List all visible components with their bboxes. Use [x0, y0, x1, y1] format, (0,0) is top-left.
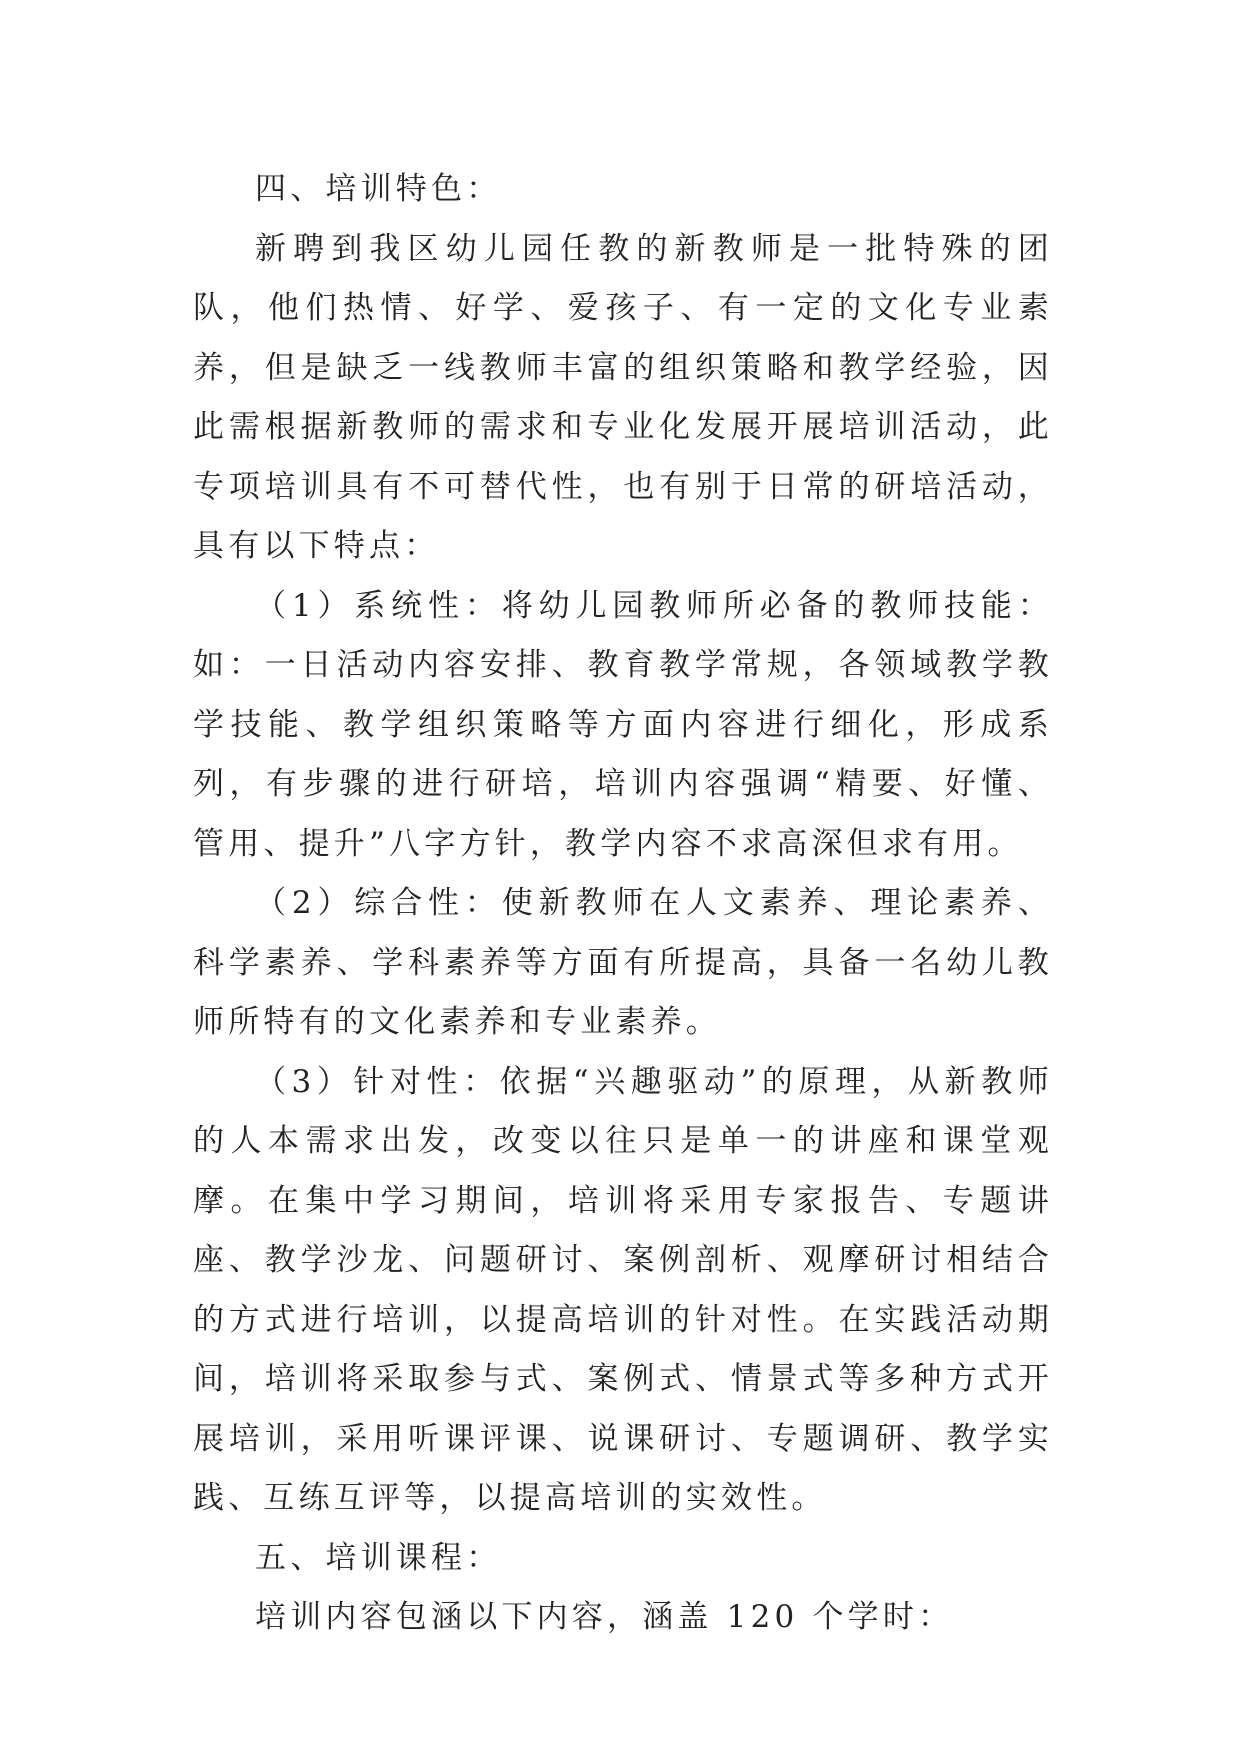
section-5-heading: 五、培训课程：: [255, 1539, 502, 1576]
point-3-paragraph: （3）针对性：依据“兴趣驱动”的原理，从新教师的人本需求出发，改变以往只是单一的讲座和课堂观摩。在集中学习期间，培训将采用专家报告、专题讲座、教学沙龙、问题研讨、案例剖析、观摩研讨相结合的方式进行培训，以提高培训的针对性。在实践活动期间，培训将采取参与式、案例式、情景式等多种方式开展培训，采用听课评课、说课研讨、专题调研、教学实践、互练互评等，以提高培训的实效性。: [193, 1063, 1053, 1516]
section-5-intro-paragraph: 培训内容包涵以下内容，涵盖 120 个学时：: [255, 1599, 954, 1635]
point-2-paragraph: （2）综合性：使新教师在人文素养、理论素养、科学素养、学科素养等方面有所提高，具备一名幼儿教师所特有的文化素养和专业素养。: [193, 885, 1053, 1040]
section-4-intro-paragraph: 新聘到我区幼儿园任教的新教师是一批特殊的团队，他们热情、好学、爱孩子、有一定的文化专业素养，但是缺乏一线教师丰富的组织策略和教学经验，因此需根据新教师的需求和专业化发展开展培训活动，此专项培训具有不可替代性，也有别于日常的研培活动，具有以下特点：: [193, 230, 1053, 564]
document-body: [193, 160, 1053, 1648]
section-4-heading: 四、培训特色：: [255, 171, 502, 207]
point-1-paragraph: （1）系统性：将幼儿园教师所必备的教师技能：如：一日活动内容安排、教育教学常规，各领域教学教学技能、教学组织策略等方面内容进行细化，形成系列，有步骤的进行研培，培训内容强调“精要、好懂、管用、提升”八字方针，教学内容不求高深但求有用。: [193, 587, 1053, 862]
